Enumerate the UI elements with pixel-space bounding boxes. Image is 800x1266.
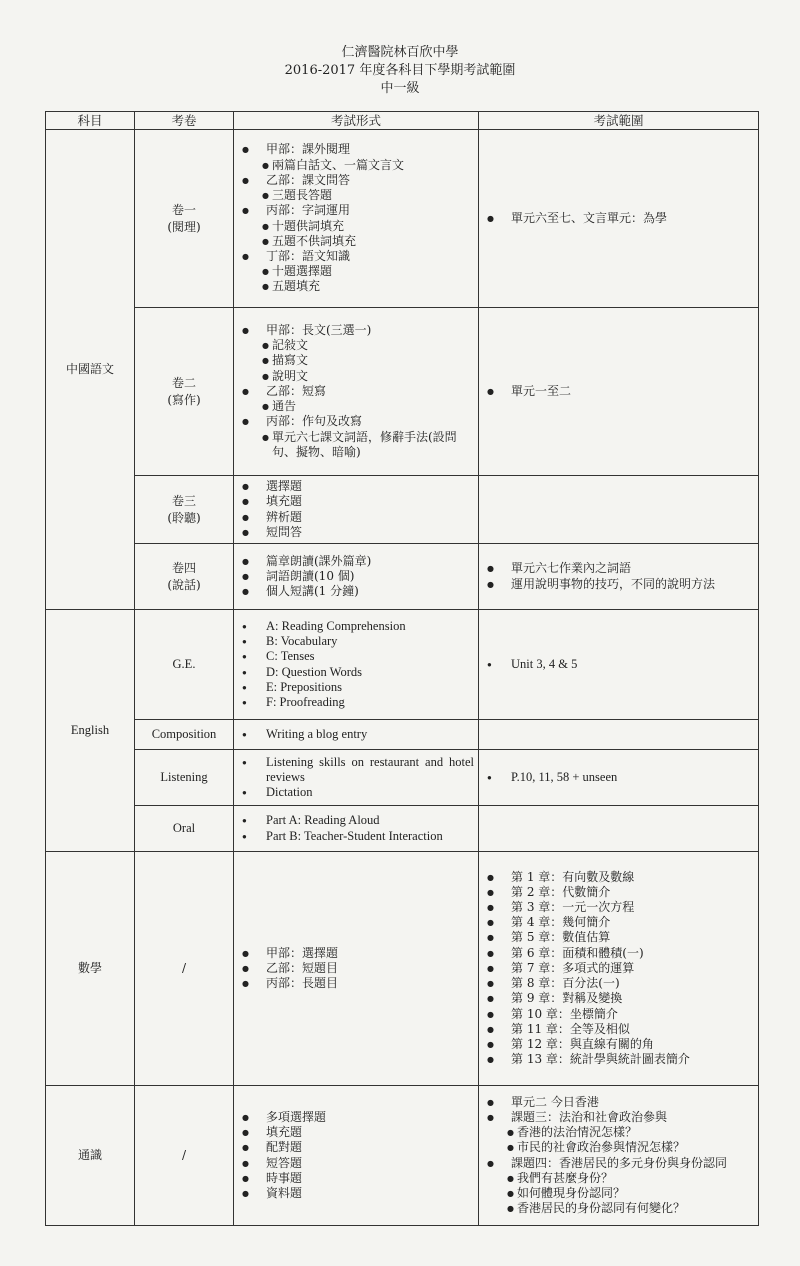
list-item: ● 香港的法治情況怎樣？ xyxy=(485,1125,754,1140)
list-item xyxy=(240,384,474,414)
list-item: ● 時事題 xyxy=(240,1171,474,1186)
list-item: ● 詞語朗讀(10 個) xyxy=(240,569,474,584)
list-item: ● 第 12 章：與直線有關的角 xyxy=(485,1037,754,1052)
list-item: ● Part B: Teacher-Student Interaction xyxy=(240,829,474,844)
paper-name: 卷四 xyxy=(171,560,196,575)
list-item: ● 第 7 章：多項式的運算 xyxy=(485,961,754,976)
chapter-list xyxy=(485,870,754,1068)
list-item: ● 運用說明事物的技巧，不同的說明方法 xyxy=(485,577,754,592)
list-item: ● 第 11 章：全等及相似 xyxy=(485,1022,754,1037)
paper-name: Listening xyxy=(135,750,234,806)
scope-cell xyxy=(479,476,759,544)
scope-cell xyxy=(479,806,759,852)
paper-name: G.E. xyxy=(135,610,234,720)
list-item: ● Dictation xyxy=(240,785,474,800)
paper-subtitle: (說話) xyxy=(167,577,201,592)
table-row xyxy=(46,544,759,610)
list-item xyxy=(240,323,474,384)
list-item: ● 第 1 章：有向數及數線 xyxy=(485,870,754,885)
list-item: ● 辨析題 xyxy=(240,510,474,525)
list-item: ● 第 9 章：對稱及變換 xyxy=(485,991,754,1006)
paper-name: 卷二 xyxy=(171,375,196,390)
document-header xyxy=(0,0,800,98)
list-item: ● 篇章朗讀(課外篇章) xyxy=(240,554,474,569)
list-item: ● 香港居民的身份認同有何變化？ xyxy=(485,1201,754,1216)
table-row xyxy=(46,852,759,1086)
list-item: ● 第 6 章：面積和體積(一) xyxy=(485,946,754,961)
list-item: ● Part A: Reading Aloud xyxy=(240,813,474,828)
column-header-scope: 考試範圍 xyxy=(479,112,759,130)
table-row xyxy=(46,1086,759,1226)
list-item: ● 丙部：長題目 xyxy=(240,976,474,991)
list-item xyxy=(240,173,474,203)
list-item: ● D: Question Words xyxy=(240,665,474,680)
exam-scope-table xyxy=(45,111,759,1226)
subject-math: 數學 xyxy=(46,852,135,1086)
list-item: ● 填充題 xyxy=(240,494,474,509)
list-item: ● C: Tenses xyxy=(240,649,474,664)
paper-name: Composition xyxy=(135,720,234,750)
list-item: ● 第 5 章：數值估算 xyxy=(485,930,754,945)
paper-name: 卷三 xyxy=(171,493,196,508)
list-item: ● 第 2 章：代數簡介 xyxy=(485,885,754,900)
list-item: ● 五題填充 xyxy=(240,279,474,294)
list-item: ● 第 13 章：統計學與統計圖表簡介 xyxy=(485,1052,754,1067)
list-item: ● 市民的社會政治參與情況怎樣？ xyxy=(485,1140,754,1155)
list-item: ● E: Prepositions xyxy=(240,680,474,695)
list-item xyxy=(240,142,474,172)
list-item xyxy=(485,1156,754,1217)
list-item: ● 我們有甚麼身份？ xyxy=(485,1171,754,1186)
table-row xyxy=(46,806,759,852)
list-item: ● Unit 3, 4 & 5 xyxy=(485,657,754,672)
format-item: 乙部：短寫 xyxy=(266,383,327,398)
paper-name: 卷一 xyxy=(171,202,196,217)
table-row xyxy=(46,720,759,750)
level-label: 中一級 xyxy=(380,81,420,96)
format-cell xyxy=(234,130,479,308)
scope-cell xyxy=(479,610,759,720)
list-item: ● 第 8 章：百分法(一) xyxy=(485,976,754,991)
scope-cell xyxy=(479,852,759,1086)
paper-subtitle: (閱理) xyxy=(167,219,201,234)
scope-cell xyxy=(479,1086,759,1226)
format-cell xyxy=(234,720,479,750)
list-item: ● 第 10 章：坐標簡介 xyxy=(485,1007,754,1022)
list-item: ● 資料題 xyxy=(240,1186,474,1201)
scope-cell xyxy=(479,130,759,308)
list-item xyxy=(240,414,474,460)
subject-chinese: 中國語文 xyxy=(46,130,135,610)
list-item: ● 記敍文 xyxy=(240,338,474,353)
document-title: 2016-2017 年度各科目下學期考試範圍 xyxy=(284,63,516,78)
scope-cell xyxy=(479,308,759,476)
list-item: ● 如何體現身份認同？ xyxy=(485,1186,754,1201)
list-item: ● 十題供詞填充 xyxy=(240,219,474,234)
list-item: ● P.10, 11, 58 + unseen xyxy=(485,770,754,785)
topic-title: 課題四：香港居民的多元身份與身份認同 xyxy=(511,1155,728,1170)
list-item: ● 多項選擇題 xyxy=(240,1110,474,1125)
table-header-row xyxy=(46,112,759,130)
paper-name: / xyxy=(135,852,234,1086)
list-item: ● 乙部：短題目 xyxy=(240,961,474,976)
list-item: ● 單元六七課文詞語，修辭手法(設問句、擬物、暗喻) xyxy=(240,430,474,460)
paper-cell xyxy=(135,130,234,308)
list-item: ● A: Reading Comprehension xyxy=(240,619,474,634)
format-item: 乙部：課文問答 xyxy=(266,172,351,187)
list-item: ● Writing a blog entry xyxy=(240,727,474,742)
paper-cell xyxy=(135,476,234,544)
list-item: ● 選擇題 xyxy=(240,479,474,494)
format-item: 丙部：字詞運用 xyxy=(266,203,351,218)
format-cell xyxy=(234,1086,479,1226)
list-item: ● 個人短講(1 分鐘) xyxy=(240,584,474,599)
paper-subtitle: (寫作) xyxy=(167,392,201,407)
list-item: ● 第 4 章：幾何簡介 xyxy=(485,915,754,930)
list-item: ● 短答題 xyxy=(240,1156,474,1171)
paper-cell xyxy=(135,308,234,476)
list-item: ● 兩篇白話文、一篇文言文 xyxy=(240,158,474,173)
table-row xyxy=(46,610,759,720)
table-row xyxy=(46,750,759,806)
format-cell xyxy=(234,750,479,806)
table-row xyxy=(46,130,759,308)
column-header-subject: 科目 xyxy=(46,112,135,130)
format-cell xyxy=(234,610,479,720)
subject-liberal-studies: 通識 xyxy=(46,1086,135,1226)
list-item: ● Listening skills on restaurant and hotel reviews xyxy=(240,755,474,785)
list-item xyxy=(240,203,474,249)
list-item xyxy=(240,249,474,295)
list-item: ● 甲部：選擇題 xyxy=(240,946,474,961)
format-item: 丁部：語文知識 xyxy=(266,248,351,263)
list-item: ● 短問答 xyxy=(240,525,474,540)
scope-cell xyxy=(479,750,759,806)
list-item xyxy=(485,1110,754,1156)
column-header-paper: 考卷 xyxy=(135,112,234,130)
list-item: ● 單元六七作業內之詞語 xyxy=(485,561,754,576)
table-row xyxy=(46,308,759,476)
format-cell xyxy=(234,544,479,610)
paper-name: Oral xyxy=(135,806,234,852)
list-item: ● 三題長答題 xyxy=(240,188,474,203)
list-item: ● B: Vocabulary xyxy=(240,634,474,649)
list-item: ● 填充題 xyxy=(240,1125,474,1140)
list-item: ● 單元六至七、文言單元：為學 xyxy=(485,211,754,226)
column-header-format: 考試形式 xyxy=(234,112,479,130)
list-item: ● 五題不供詞填充 xyxy=(240,234,474,249)
table-row xyxy=(46,476,759,544)
format-item: 甲部：長文(三選一) xyxy=(266,323,372,338)
list-item: ● 第 3 章：一元一次方程 xyxy=(485,900,754,915)
scope-cell xyxy=(479,720,759,750)
list-item: ● F: Proofreading xyxy=(240,695,474,710)
paper-name: / xyxy=(135,1086,234,1226)
list-item: ● 單元二 今日香港 xyxy=(485,1095,754,1110)
format-cell xyxy=(234,308,479,476)
scope-cell xyxy=(479,544,759,610)
list-item: ● 十題選擇題 xyxy=(240,264,474,279)
list-item: ● 單元一至二 xyxy=(485,384,754,399)
list-item: ● 通告 xyxy=(240,399,474,414)
list-item: ● 描寫文 xyxy=(240,353,474,368)
school-name: 仁濟醫院林百欣中學 xyxy=(341,45,459,60)
format-cell xyxy=(234,476,479,544)
paper-subtitle: (聆聽) xyxy=(167,510,201,525)
list-item: ● 配對題 xyxy=(240,1140,474,1155)
format-cell xyxy=(234,806,479,852)
topic-title: 課題三：法治和社會政治參與 xyxy=(511,1109,668,1124)
format-item: 丙部：作句及改寫 xyxy=(266,414,363,429)
format-item: 甲部：課外閱理 xyxy=(266,142,351,157)
format-cell xyxy=(234,852,479,1086)
subject-english: English xyxy=(46,610,135,852)
paper-cell xyxy=(135,544,234,610)
list-item: ● 說明文 xyxy=(240,369,474,384)
